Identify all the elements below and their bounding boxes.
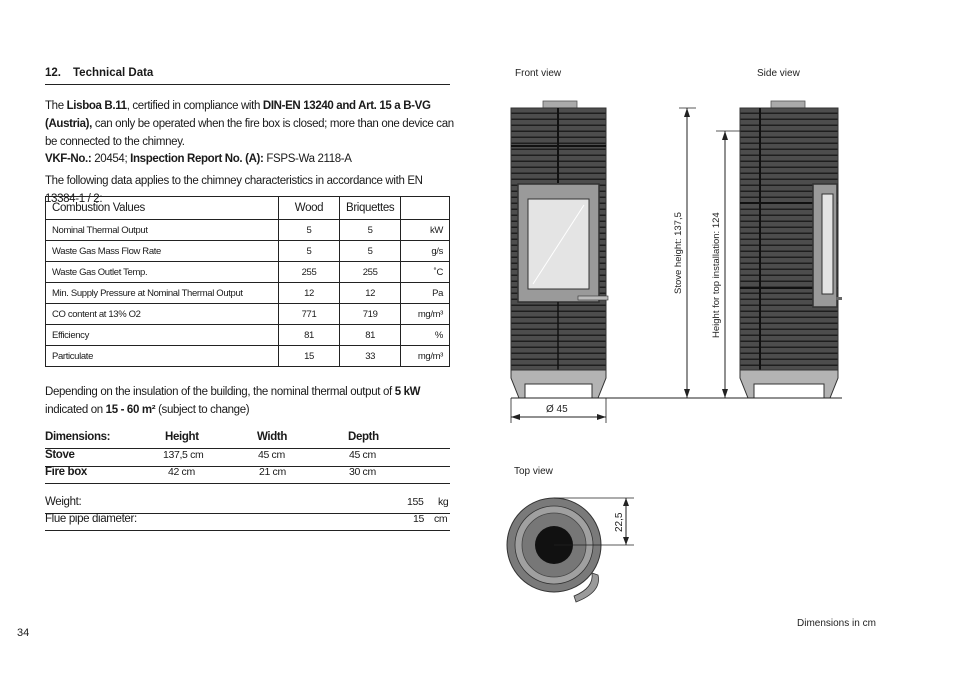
note-text: (subject to change) [155, 404, 250, 416]
top-view-stove [507, 498, 601, 602]
table-cell: ˚C [401, 262, 450, 283]
table-cell: 255 [340, 262, 401, 283]
dim-depth: 45 cm [349, 449, 376, 461]
table-cell: 771 [279, 304, 340, 325]
dim-depth-header: Depth [348, 431, 379, 443]
table-cell: 12 [340, 283, 401, 304]
vkf-value: 20454; [91, 153, 131, 165]
chimney-note: The following data applies to the chimney characteristics in accordance with EN 13384-1 / 2: [45, 175, 423, 205]
table-cell: 5 [279, 220, 340, 241]
dim-width-header: Width [257, 431, 288, 443]
table-cell: Waste Gas Outlet Temp. [46, 262, 279, 283]
table-cell: mg/m³ [401, 346, 450, 367]
weight-value: 155 [407, 496, 424, 508]
flue-label: Flue pipe diameter: [45, 513, 137, 525]
stove-height-label: Stove height: 137,5 [673, 212, 684, 294]
units-note: Dimensions in cm [797, 618, 876, 629]
table-cell: 5 [340, 241, 401, 262]
table-cell: kW [401, 220, 450, 241]
dim-row-label: Fire box [45, 466, 87, 478]
top-install-label: Height for top installation: 124 [711, 212, 722, 338]
table-cell: 81 [279, 325, 340, 346]
model-name: Lisboa B.11 [66, 100, 127, 112]
table-cell: 5 [340, 220, 401, 241]
top-dim-label: 22,5 [614, 512, 625, 532]
column-header: Wood [279, 197, 340, 220]
front-view-label: Front view [515, 68, 562, 79]
table-cell: 12 [279, 283, 340, 304]
flue-value: 15 [413, 513, 424, 525]
flue-unit: cm [434, 513, 448, 525]
side-view-label: Side view [757, 68, 800, 79]
table-cell: 81 [340, 325, 401, 346]
dim-height: 42 cm [168, 466, 195, 478]
table-cell: 5 [279, 241, 340, 262]
dim-depth: 30 cm [349, 466, 376, 478]
weight-label: Weight: [45, 496, 82, 508]
dim-width: 45 cm [258, 449, 285, 461]
front-view-stove [511, 101, 608, 398]
heating-area: 15 - 60 m² [105, 404, 156, 416]
report-value: FSPS-Wa 2118-A [263, 153, 352, 165]
table-cell: 15 [279, 346, 340, 367]
intro-text: , certified in compliance with [126, 100, 263, 112]
table-cell: Efficiency [46, 325, 279, 346]
column-header: Combustion Values [46, 197, 279, 220]
table-cell: Pa [401, 283, 450, 304]
output-kw: 5 kW [394, 386, 421, 398]
table-cell: Particulate [46, 346, 279, 367]
note-text: indicated on [45, 404, 106, 416]
vkf-label: VKF-No.: [45, 153, 92, 165]
table-cell: 255 [279, 262, 340, 283]
page-number: 34 [17, 627, 30, 639]
table-cell: 33 [340, 346, 401, 367]
table-cell: Waste Gas Mass Flow Rate [46, 241, 279, 262]
table-cell: CO content at 13% O2 [46, 304, 279, 325]
dim-width: 21 cm [259, 466, 286, 478]
table-cell: Nominal Thermal Output [46, 220, 279, 241]
dim-row-label: Stove [45, 449, 75, 461]
column-header: Briquettes [340, 197, 401, 220]
intro-text: can only be operated when the fire box is closed; more than one device can be connected to the chimney. [45, 118, 454, 148]
standard: DIN-EN 13240 and Art. 15 a B-VG (Austria), [45, 100, 431, 130]
top-view-label: Top view [514, 466, 553, 477]
table-cell: mg/m³ [401, 304, 450, 325]
dimensions-label: Dimensions: [45, 431, 111, 443]
dim-height-header: Height [165, 431, 199, 443]
table-cell: Min. Supply Pressure at Nominal Thermal Output [46, 283, 279, 304]
report-label: Inspection Report No. (A): [130, 153, 264, 165]
table-cell: g/s [401, 241, 450, 262]
diameter-label: Ø 45 [546, 404, 568, 415]
section-title: Technical Data [73, 67, 154, 79]
side-view-stove [740, 101, 842, 398]
dim-height: 137,5 cm [163, 449, 204, 461]
note-text: Depending on the insulation of the building, the nominal thermal output of [45, 386, 395, 398]
weight-unit: kg [438, 496, 449, 508]
table-cell: % [401, 325, 450, 346]
intro-text: The [45, 100, 67, 112]
section-number: 12. [45, 67, 61, 79]
table-cell: 719 [340, 304, 401, 325]
